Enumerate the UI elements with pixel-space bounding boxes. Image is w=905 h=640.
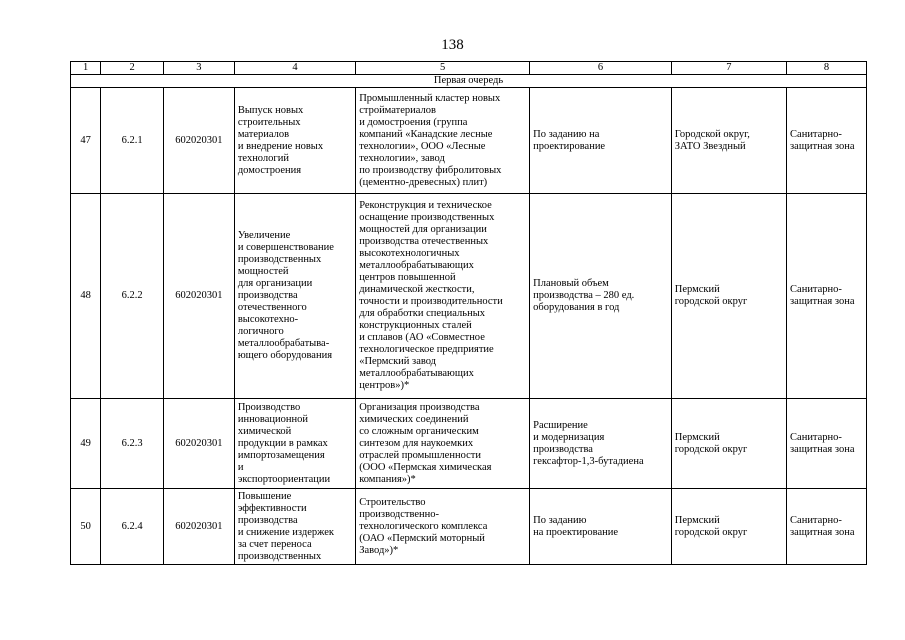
row-characteristics: По заданию на проектирование (530, 489, 672, 565)
column-number: 5 (356, 62, 530, 75)
queue-label: Первая очередь (71, 75, 867, 88)
row-code: 6.2.3 (101, 399, 164, 489)
row-characteristics: Расширение и модернизация производства гексафтор-1,3-бутадиена (530, 399, 672, 489)
row-zone: Санитарно- защитная зона (787, 194, 867, 399)
table-row (71, 88, 867, 194)
row-characteristics: По заданию на проектирование (530, 88, 672, 194)
column-number: 2 (101, 62, 164, 75)
table-row (71, 194, 867, 399)
column-number: 6 (530, 62, 672, 75)
row-okved: 602020301 (164, 489, 235, 565)
row-object: Промышленный кластер новых стройматериалов и домостроения (группа компаний «Канадские лесные технологии», ООО «Лесные технологии», завод по производству фибролитовых (цементно-древесных) плит) (356, 88, 530, 194)
row-code: 6.2.1 (101, 88, 164, 194)
row-purpose: Выпуск новых строительных материалов и внедрение новых технологий домостроения (234, 88, 355, 194)
row-object: Организация производства химических соединений со сложным органическим синтезом для наукоемких отраслей промышленности (ООО «Пермская химическая компания»)* (356, 399, 530, 489)
row-zone: Санитарно- защитная зона (787, 489, 867, 565)
row-number: 47 (71, 88, 101, 194)
row-object: Строительство производственно- технологического комплекса (ОАО «Пермский моторный Завод»)* (356, 489, 530, 565)
row-okved: 602020301 (164, 399, 235, 489)
row-purpose: Увеличение и совершенствование производственных мощностей для организации производства отечественного высокотехно- логичного металлообрабатыва- ющего оборудования (234, 194, 355, 399)
column-number: 7 (671, 62, 786, 75)
row-zone: Санитарно- защитная зона (787, 88, 867, 194)
column-number: 3 (164, 62, 235, 75)
row-okved: 602020301 (164, 194, 235, 399)
row-number: 49 (71, 399, 101, 489)
row-location: Пермский городской округ (671, 489, 786, 565)
row-location: Пермский городской округ (671, 194, 786, 399)
table-row (71, 399, 867, 489)
row-number: 48 (71, 194, 101, 399)
row-characteristics: Плановый объем производства – 280 ед. оборудования в год (530, 194, 672, 399)
column-number: 4 (234, 62, 355, 75)
row-okved: 602020301 (164, 88, 235, 194)
column-number-row (71, 62, 867, 75)
column-number: 8 (787, 62, 867, 75)
queue-row (71, 75, 867, 88)
row-zone: Санитарно- защитная зона (787, 399, 867, 489)
row-purpose: Повышение эффективности производства и снижение издержек за счет переноса производственных (234, 489, 355, 565)
row-purpose: Производство инновационной химической продукции в рамках импортозамещения и экспортоориентации (234, 399, 355, 489)
row-location: Городской округ, ЗАТО Звездный (671, 88, 786, 194)
column-number: 1 (71, 62, 101, 75)
row-object: Реконструкция и техническое оснащение производственных мощностей для организации производства отечественных высокотехнологичных металлообрабатывающих центров повышенной динамической жесткости, точности и производительности для обработки специальных конструкционных сталей и сплавов (АО «Совместное технологическое предприятие «Пермский завод металлообрабатывающих центров»)* (356, 194, 530, 399)
row-number: 50 (71, 489, 101, 565)
page-number: 138 (441, 37, 464, 53)
row-code: 6.2.2 (101, 194, 164, 399)
row-code: 6.2.4 (101, 489, 164, 565)
document-table (70, 61, 867, 565)
row-location: Пермский городской округ (671, 399, 786, 489)
table-row (71, 489, 867, 565)
